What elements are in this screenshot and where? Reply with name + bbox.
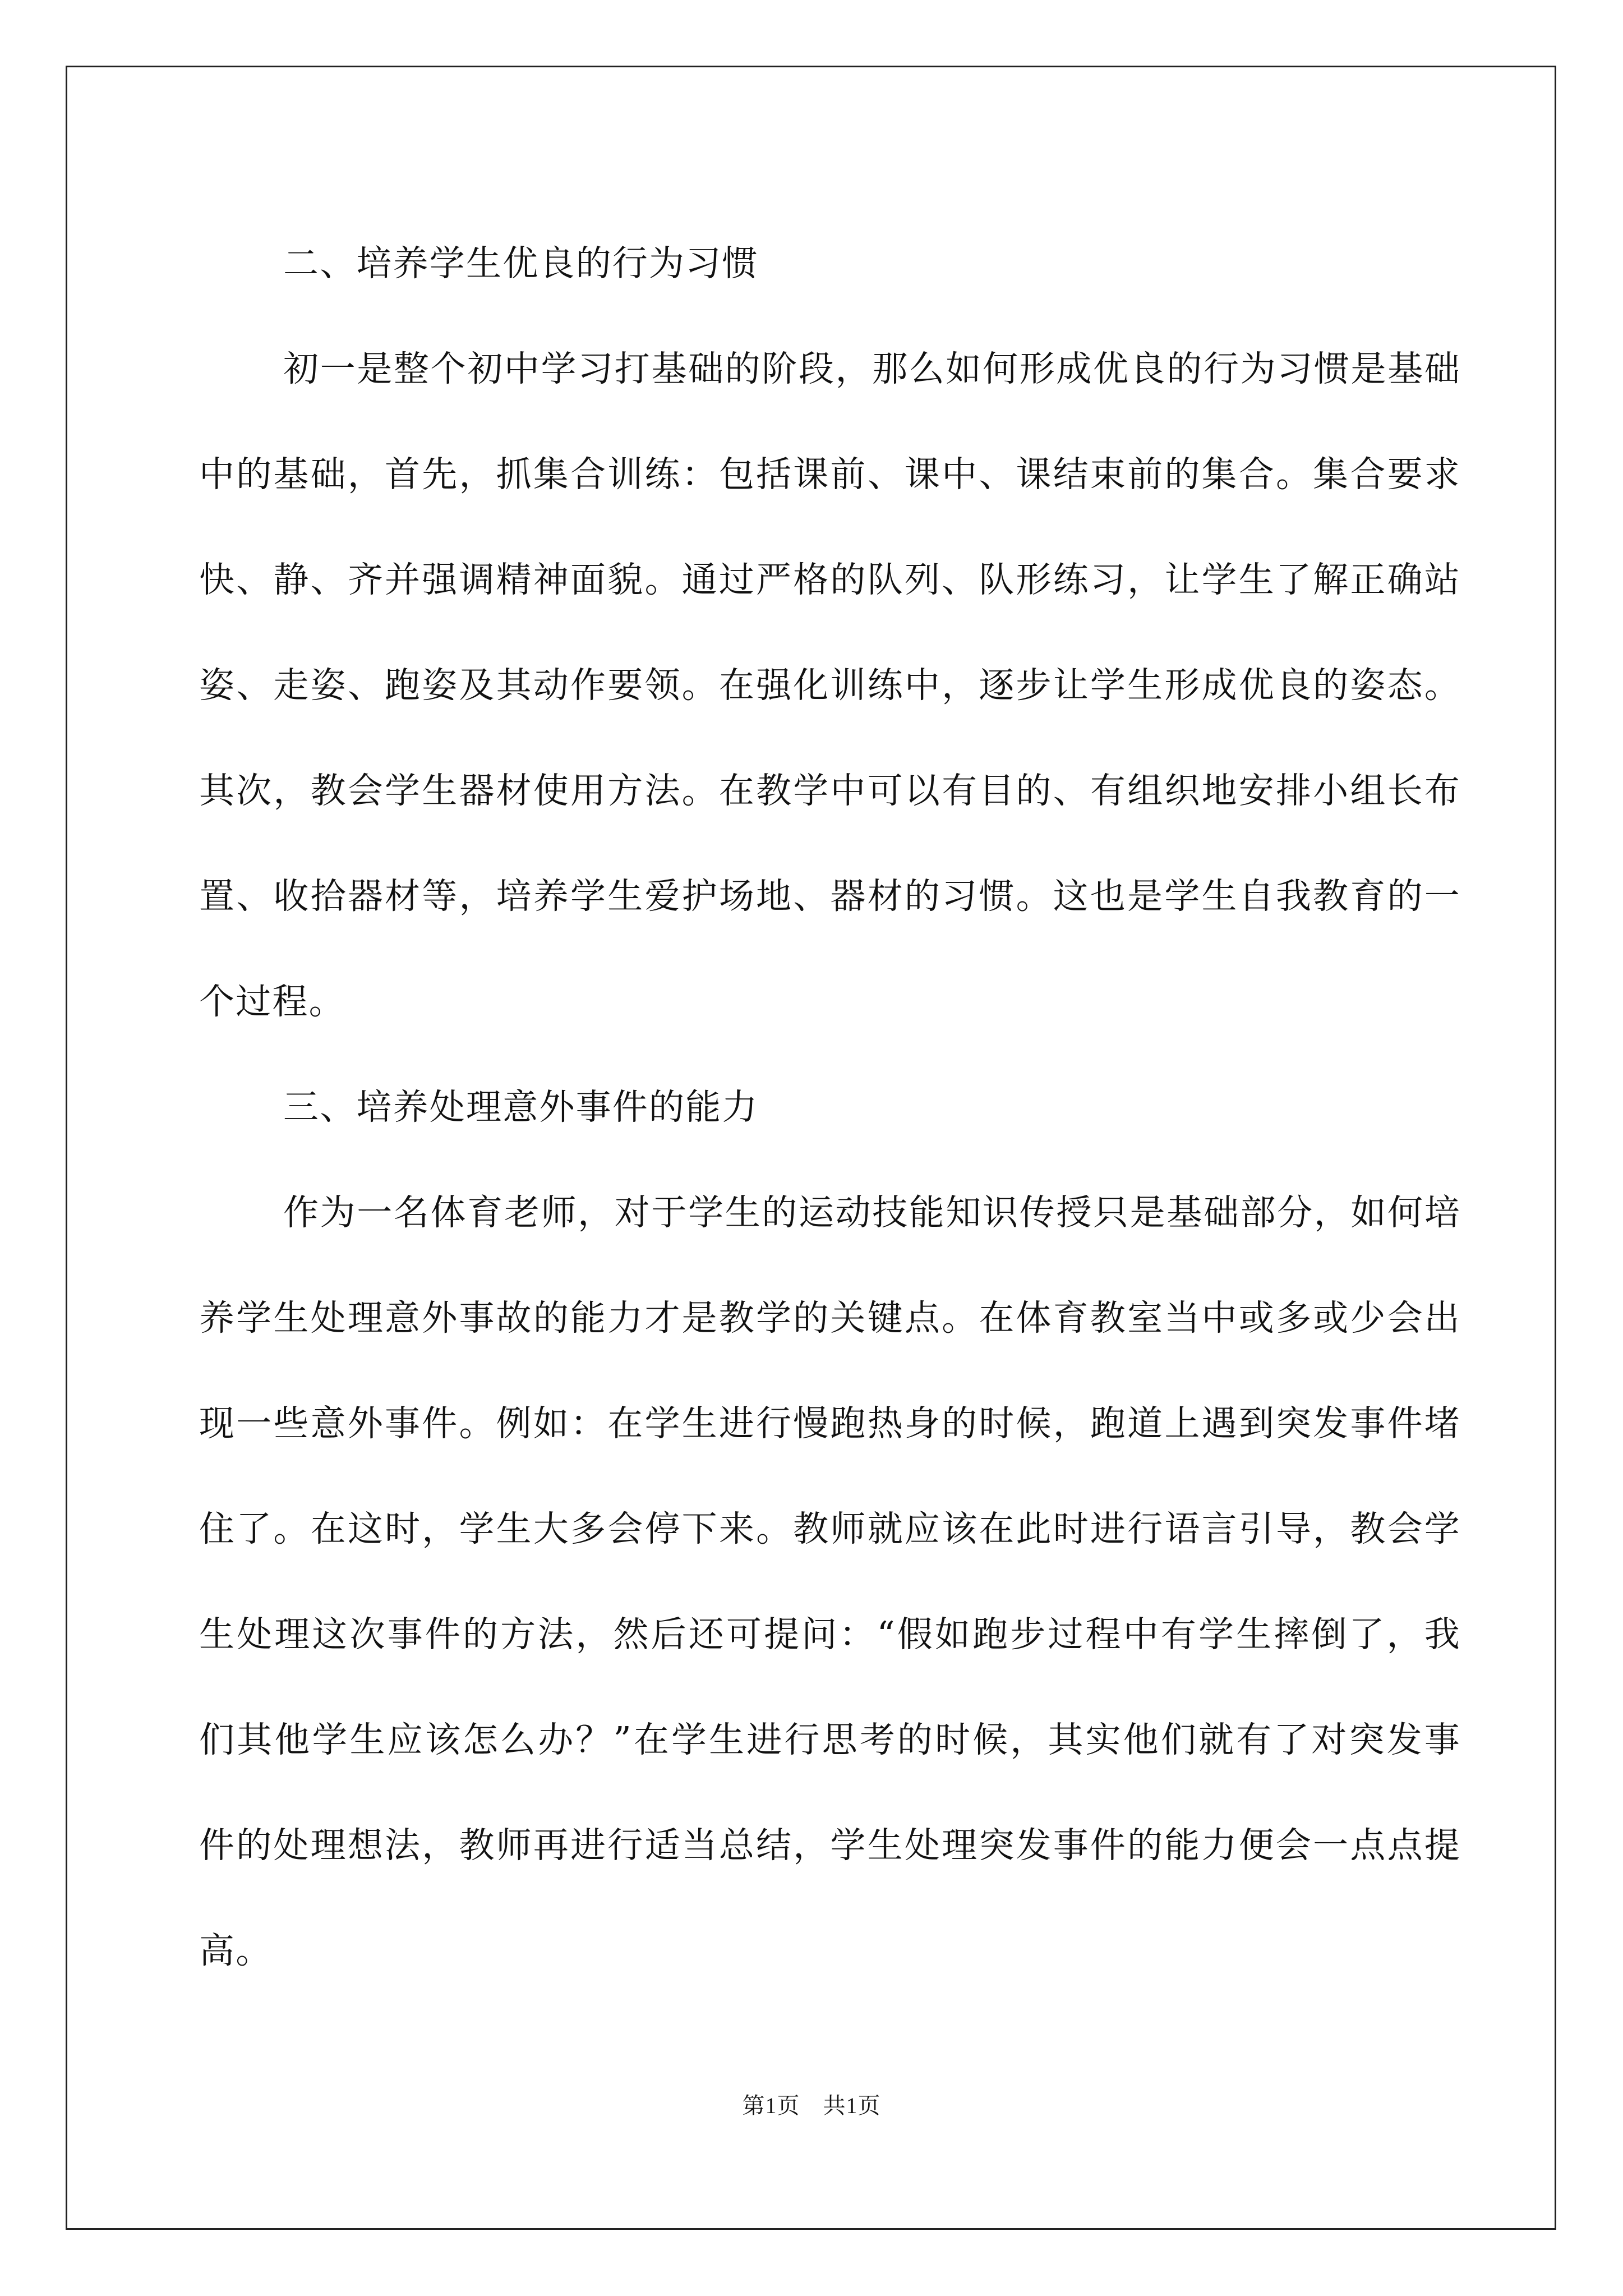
body-paragraph: 作为一名体育老师，对于学生的运动技能知识传授只是基础部分，如何培养学生处理意外事故的能力才是教学的关键点。在体育教室当中或多或少会出现一些意外事件。例如：在学生进行慢跑热身的时候，跑道上遇到突发事件堵住了。在这时，学生大多会停下来。教师就应该在此时进行语言引导，教会学生处理这次事件的方法，然后还可提问：“假如跑步过程中有学生摔倒了，我们其他学生应该怎么办？”在学生进行思考的时候，其实他们就有了对突发事件的处理想法，教师再进行适当总结，学生处理突发事件的能力便会一点点提高。 [199,1192,1461,1971]
body-paragraph: 初一是整个初中学习打基础的阶段，那么如何形成优良的行为习惯是基础中的基础，首先，抓集合训练：包括课前、课中、课结束前的集合。集合要求快、静、齐并强调精神面貌。通过严格的队列、队形练习，让学生了解正确站姿、走姿、跑姿及其动作要领。在强化训练中，逐步让学生形成优良的姿态。其次，教会学生器材使用方法。在教学中可以有目的、有组织地安排小组长布置、收拾器材等，培养学生爱护场地、器材的习惯。这也是学生自我教育的一个过程。 [199,348,1461,1022]
section-heading: 三、培养处理意外事件的能力 [283,1087,759,1128]
page-number-footer: 第1页 共1页 [742,2093,881,2118]
document-body [199,211,1461,2004]
section-heading: 二、培养学生优良的行为习惯 [283,243,759,284]
